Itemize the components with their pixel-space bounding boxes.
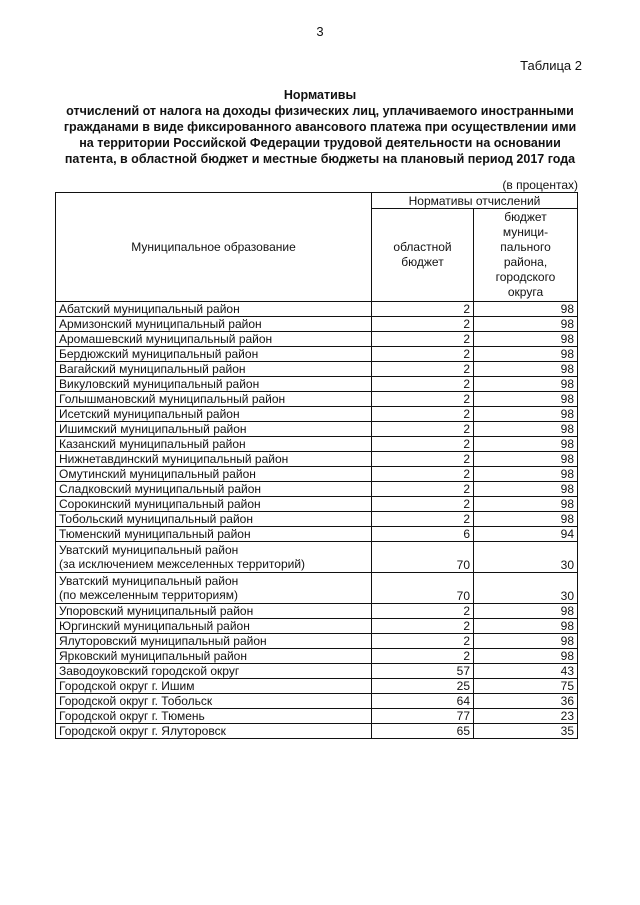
table-row [56,302,578,317]
cell-local-budget: 98 [474,604,578,619]
cell-municipality [56,317,372,332]
cell-municipality [56,694,372,709]
page-number: 3 [316,24,324,39]
cell-regional-budget: 2 [372,619,474,634]
table-row [56,634,578,649]
cell-municipality [56,664,372,679]
cell-regional-budget: 2 [372,317,474,332]
table-row [56,362,578,377]
cell-regional-budget: 2 [372,649,474,664]
municipality-name-line: Викуловский муниципальный район [59,377,260,391]
cell-municipality [56,604,372,619]
table-row [56,709,578,724]
cell-regional-budget: 2 [372,347,474,362]
table-row [56,664,578,679]
header-line: района, [503,255,548,269]
table-row [56,452,578,467]
cell-local-budget: 98 [474,467,578,482]
cell-regional-budget: 70 [372,573,474,604]
municipality-name-line: Городской округ г. Ялуторовск [59,724,226,738]
table-row [56,679,578,694]
table-label: Таблица 2 [520,58,582,73]
municipality-name-line: Исетский муниципальный район [59,407,240,421]
header-line: округа [507,285,544,299]
cell-regional-budget: 2 [372,482,474,497]
cell-local-budget: 36 [474,694,578,709]
document-title [52,87,588,167]
cell-municipality [56,452,372,467]
municipality-name-line: Омутинский муниципальный район [59,467,256,481]
cell-regional-budget: 2 [372,604,474,619]
table-row [56,422,578,437]
cell-local-budget: 98 [474,437,578,452]
table-row [56,347,578,362]
cell-regional-budget: 2 [372,377,474,392]
municipality-name-line: Абатский муниципальный район [59,302,240,316]
cell-local-budget: 30 [474,573,578,604]
header-regional-budget [372,209,474,302]
table-row [56,407,578,422]
cell-regional-budget: 70 [372,542,474,573]
table-row [56,512,578,527]
municipality-name-line: Упоровский муниципальный район [59,604,254,618]
cell-municipality [56,634,372,649]
cell-regional-budget: 2 [372,452,474,467]
table-body [56,302,578,739]
cell-municipality [56,709,372,724]
header-line: муници- [502,225,549,239]
table-row [56,694,578,709]
municipality-name-line: Аромашевский муниципальный район [59,332,273,346]
cell-local-budget: 98 [474,362,578,377]
cell-municipality [56,437,372,452]
cell-local-budget: 98 [474,634,578,649]
municipality-name-line: Сладковский муниципальный район [59,482,261,496]
cell-municipality [56,573,372,604]
cell-regional-budget: 2 [372,362,474,377]
cell-local-budget: 98 [474,347,578,362]
cell-municipality [56,407,372,422]
cell-municipality [56,512,372,527]
cell-regional-budget: 2 [372,332,474,347]
cell-municipality [56,542,372,573]
table-row [56,527,578,542]
cell-municipality [56,679,372,694]
cell-municipality [56,467,372,482]
municipality-name-line: Сорокинский муниципальный район [59,497,261,511]
header-norms-group: Нормативы отчислений [372,193,578,209]
cell-local-budget: 30 [474,542,578,573]
table-row [56,573,578,604]
cell-municipality [56,619,372,634]
units-note: (в процентах) [502,178,578,192]
cell-local-budget: 98 [474,497,578,512]
title-line: отчислений от налога на доходы физических лиц, уплачиваемого иностранными [66,104,574,118]
cell-municipality [56,392,372,407]
table-row [56,392,578,407]
table-row [56,437,578,452]
cell-municipality [56,422,372,437]
cell-municipality [56,377,372,392]
header-municipality: Муниципальное образование [56,193,372,302]
cell-local-budget: 43 [474,664,578,679]
municipality-name-line: Вагайский муниципальный район [59,362,246,376]
cell-municipality [56,302,372,317]
cell-local-budget: 98 [474,452,578,467]
table-row [56,619,578,634]
municipality-name-line: Ишимский муниципальный район [59,422,247,436]
cell-regional-budget: 2 [372,467,474,482]
header-line: областной [393,240,452,254]
cell-municipality [56,482,372,497]
table-row [56,377,578,392]
cell-regional-budget: 2 [372,302,474,317]
municipality-name-line: Тобольский муниципальный район [59,512,253,526]
cell-regional-budget: 6 [372,527,474,542]
municipality-name-line: Заводоуковский городской округ [59,664,240,678]
cell-local-budget: 75 [474,679,578,694]
cell-regional-budget: 2 [372,497,474,512]
cell-municipality [56,497,372,512]
cell-regional-budget: 65 [372,724,474,739]
cell-local-budget: 98 [474,302,578,317]
cell-local-budget: 98 [474,422,578,437]
cell-municipality [56,724,372,739]
title-line: Нормативы [283,88,357,102]
municipality-name-line: Городской округ г. Тобольск [59,694,213,708]
cell-regional-budget: 2 [372,392,474,407]
title-line: патента, в областной бюджет и местные бюджеты на плановый период 2017 года [64,152,576,166]
cell-municipality [56,649,372,664]
table-row [56,604,578,619]
header-line: городского [495,270,556,284]
municipality-name-line: Нижнетавдинский муниципальный район [59,452,289,466]
cell-local-budget: 23 [474,709,578,724]
cell-regional-budget: 2 [372,512,474,527]
municipality-name-line: Ярковский муниципальный район [59,649,247,663]
cell-local-budget: 98 [474,619,578,634]
table-row [56,482,578,497]
title-line: на территории Российской Федерации трудовой деятельности на основании [79,136,561,150]
municipality-name-line: Уватский муниципальный район [59,543,239,557]
table-row [56,467,578,482]
cell-local-budget: 98 [474,482,578,497]
norms-table [55,192,578,739]
header-line: пального [500,240,551,254]
municipality-name-line: Городской округ г. Ишим [59,679,195,693]
municipality-name-line: Бердюжский муниципальный район [59,347,259,361]
cell-local-budget: 98 [474,649,578,664]
municipality-name-line: Голышмановский муниципальный район [59,392,286,406]
cell-regional-budget: 57 [372,664,474,679]
cell-regional-budget: 25 [372,679,474,694]
municipality-name-line: (по межселенным территориям) [59,588,238,602]
header-line: бюджет [401,255,444,269]
municipality-name-line: Армизонский муниципальный район [59,317,262,331]
cell-regional-budget: 2 [372,407,474,422]
cell-regional-budget: 64 [372,694,474,709]
municipality-name-line: Казанский муниципальный район [59,437,246,451]
cell-municipality [56,347,372,362]
table-row [56,542,578,573]
cell-local-budget: 94 [474,527,578,542]
cell-local-budget: 98 [474,512,578,527]
table-row [56,332,578,347]
cell-local-budget: 98 [474,332,578,347]
table-row [56,497,578,512]
title-line: гражданами в виде фиксированного авансового платежа при осуществлении ими [63,120,577,134]
cell-regional-budget: 77 [372,709,474,724]
cell-local-budget: 98 [474,317,578,332]
cell-local-budget: 98 [474,407,578,422]
cell-regional-budget: 2 [372,422,474,437]
municipality-name-line: (за исключением межселенных территорий) [59,557,306,571]
cell-municipality [56,332,372,347]
municipality-name-line: Юргинский муниципальный район [59,619,250,633]
municipality-name-line: Ялуторовский муниципальный район [59,634,267,648]
cell-municipality [56,362,372,377]
cell-local-budget: 35 [474,724,578,739]
cell-local-budget: 98 [474,377,578,392]
municipality-name-line: Тюменский муниципальный район [59,527,251,541]
cell-regional-budget: 2 [372,437,474,452]
header-line: бюджет [504,210,547,224]
header-local-budget [474,209,578,302]
table-row [56,724,578,739]
municipality-name-line: Уватский муниципальный район [59,574,239,588]
cell-regional-budget: 2 [372,634,474,649]
cell-municipality [56,527,372,542]
table-row [56,317,578,332]
municipality-name-line: Городской округ г. Тюмень [59,709,205,723]
table-row [56,649,578,664]
cell-local-budget: 98 [474,392,578,407]
